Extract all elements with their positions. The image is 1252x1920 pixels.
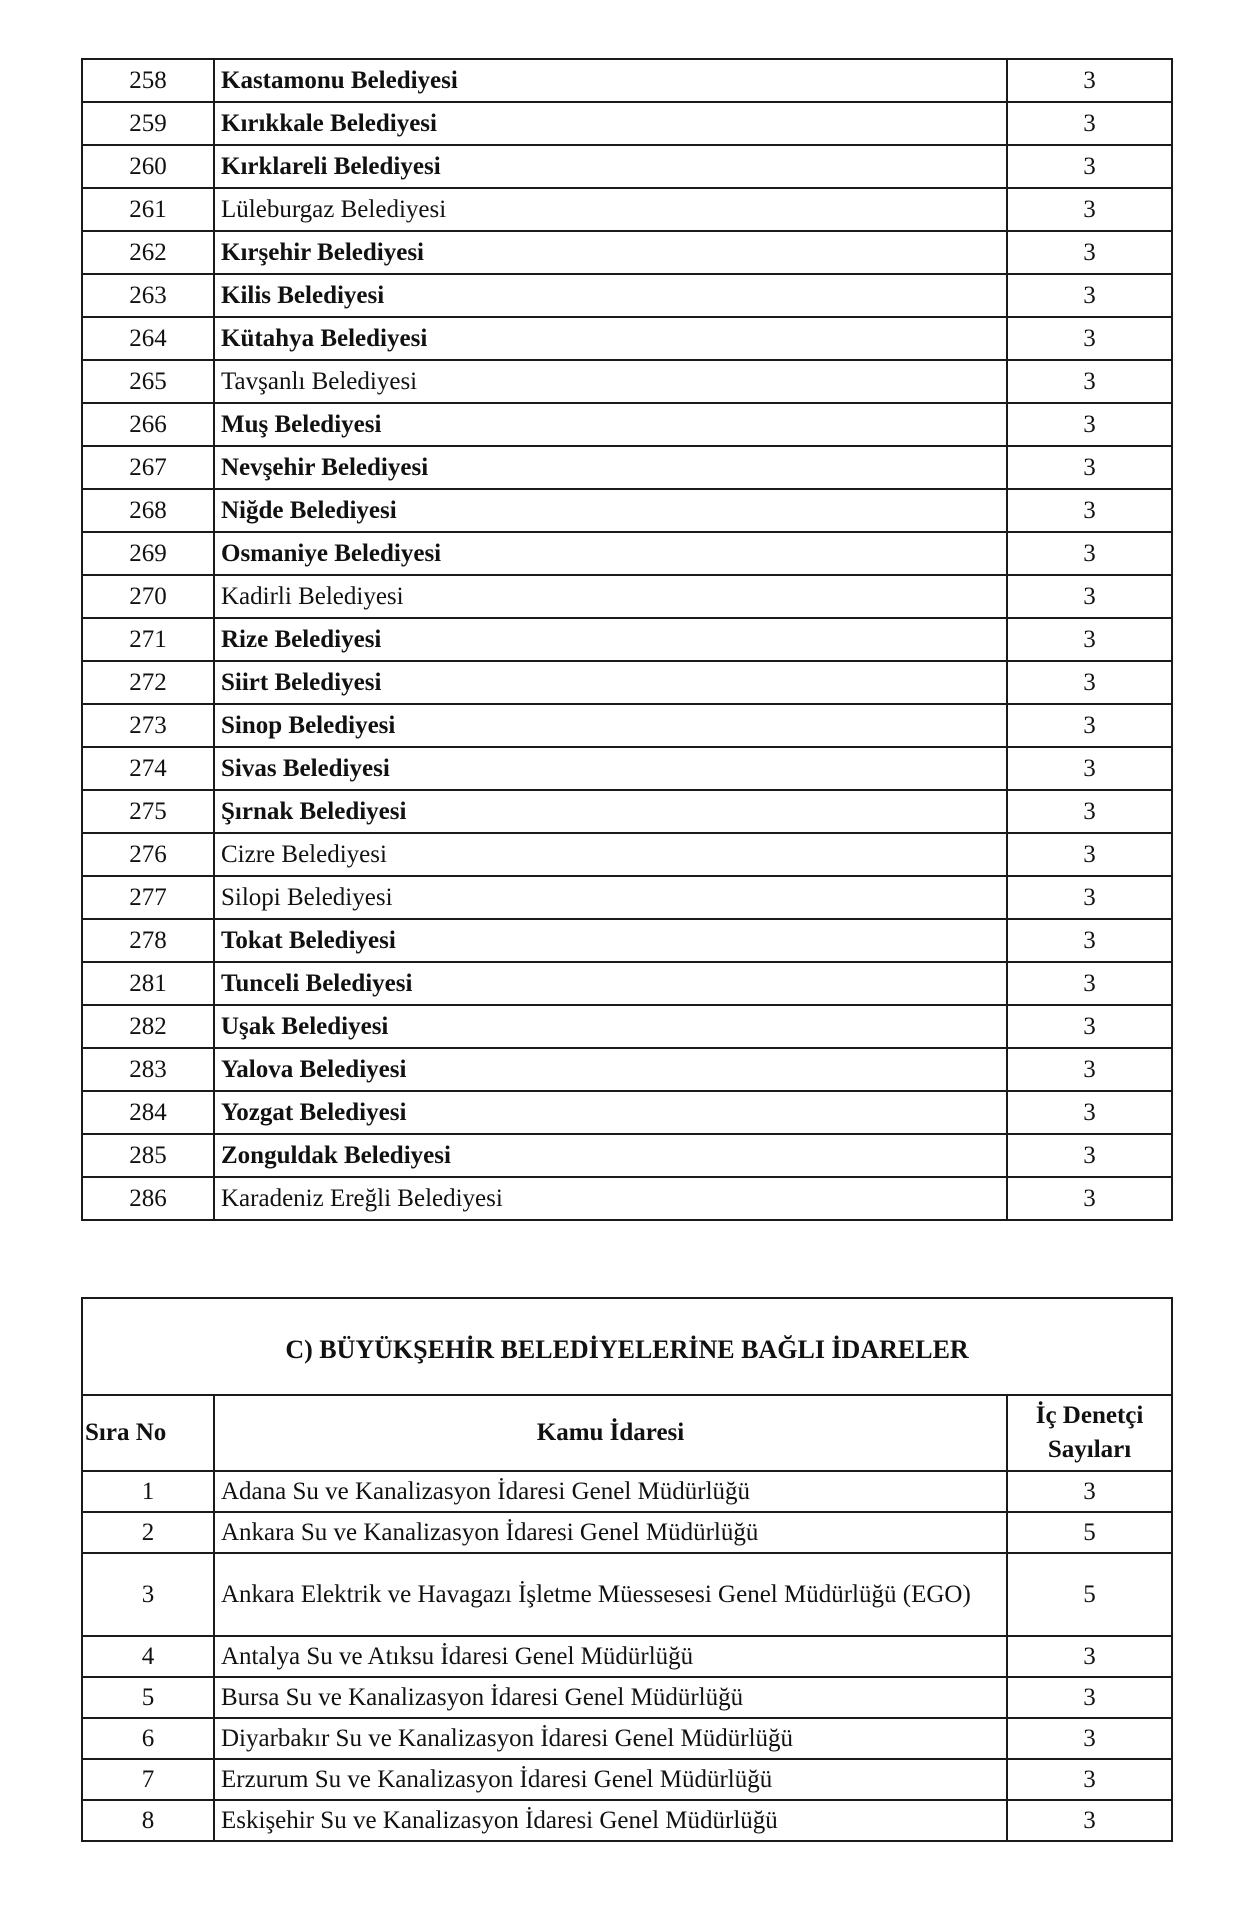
row-number: 275	[82, 790, 214, 833]
table-row	[82, 532, 1172, 575]
table-row	[82, 274, 1172, 317]
administration-name: Ankara Su ve Kanalizasyon İdaresi Genel Müdürlüğü	[214, 1512, 1007, 1553]
row-number: 282	[82, 1005, 214, 1048]
table-row	[82, 1091, 1172, 1134]
auditor-count: 5	[1007, 1553, 1172, 1636]
municipality-name: Zonguldak Belediyesi	[214, 1134, 1007, 1177]
row-number: 267	[82, 446, 214, 489]
municipality-table-body	[82, 59, 1172, 1220]
municipality-name: Kırşehir Belediyesi	[214, 231, 1007, 274]
section-title-row	[82, 1298, 1172, 1395]
row-number: 265	[82, 360, 214, 403]
row-number: 6	[82, 1718, 214, 1759]
municipality-name: Kütahya Belediyesi	[214, 317, 1007, 360]
metropolitan-agencies-table-body	[82, 1471, 1172, 1841]
auditor-count: 3	[1007, 1718, 1172, 1759]
auditor-count: 3	[1007, 274, 1172, 317]
table-row	[82, 1177, 1172, 1220]
row-number: 7	[82, 1759, 214, 1800]
auditor-count: 3	[1007, 403, 1172, 446]
row-number: 281	[82, 962, 214, 1005]
auditor-count: 3	[1007, 1134, 1172, 1177]
administration-name: Antalya Su ve Atıksu İdaresi Genel Müdürlüğü	[214, 1636, 1007, 1677]
row-number: 286	[82, 1177, 214, 1220]
auditor-count: 3	[1007, 1800, 1172, 1841]
table-row	[82, 1553, 1172, 1636]
municipality-name: Siirt Belediyesi	[214, 661, 1007, 704]
row-number: 278	[82, 919, 214, 962]
table-row	[82, 1005, 1172, 1048]
auditor-count: 3	[1007, 790, 1172, 833]
municipality-name: Kırklareli Belediyesi	[214, 145, 1007, 188]
auditor-count: 3	[1007, 1636, 1172, 1677]
auditor-count: 3	[1007, 1759, 1172, 1800]
auditor-count: 3	[1007, 962, 1172, 1005]
table-row	[82, 360, 1172, 403]
table-row	[82, 1759, 1172, 1800]
header-auditor-count-line2: Sayıları	[1047, 1436, 1132, 1463]
row-number: 262	[82, 231, 214, 274]
header-auditor-count-line1: İç Denetçi	[1035, 1402, 1144, 1430]
table-row	[82, 575, 1172, 618]
row-number: 2	[82, 1512, 214, 1553]
municipality-name: Nevşehir Belediyesi	[214, 446, 1007, 489]
municipality-name: Muş Belediyesi	[214, 403, 1007, 446]
auditor-count: 3	[1007, 1177, 1172, 1220]
auditor-count: 3	[1007, 360, 1172, 403]
table-row	[82, 231, 1172, 274]
row-number: 273	[82, 704, 214, 747]
municipality-name: Niğde Belediyesi	[214, 489, 1007, 532]
municipality-name: Kadirli Belediyesi	[214, 575, 1007, 618]
row-number: 272	[82, 661, 214, 704]
table-row	[82, 1677, 1172, 1718]
table-row	[82, 962, 1172, 1005]
table-row	[82, 1134, 1172, 1177]
municipality-name: Sivas Belediyesi	[214, 747, 1007, 790]
auditor-count: 3	[1007, 1471, 1172, 1512]
row-number: 285	[82, 1134, 214, 1177]
header-auditor-count	[1007, 1395, 1172, 1471]
row-number: 259	[82, 102, 214, 145]
table-row	[82, 1718, 1172, 1759]
municipality-table	[81, 58, 1173, 1221]
row-number: 271	[82, 618, 214, 661]
auditor-count: 3	[1007, 489, 1172, 532]
administration-name: Bursa Su ve Kanalizasyon İdaresi Genel Müdürlüğü	[214, 1677, 1007, 1718]
row-number: 270	[82, 575, 214, 618]
auditor-count: 3	[1007, 145, 1172, 188]
table-row	[82, 102, 1172, 145]
municipality-name: Tavşanlı Belediyesi	[214, 360, 1007, 403]
header-public-administration: Kamu İdaresi	[214, 1395, 1007, 1471]
table-row	[82, 1800, 1172, 1841]
administration-name: Eskişehir Su ve Kanalizasyon İdaresi Genel Müdürlüğü	[214, 1800, 1007, 1841]
table-row	[82, 919, 1172, 962]
table-row	[82, 1471, 1172, 1512]
auditor-count: 3	[1007, 661, 1172, 704]
municipality-name: Lüleburgaz Belediyesi	[214, 188, 1007, 231]
row-number: 274	[82, 747, 214, 790]
table-row	[82, 59, 1172, 102]
auditor-count: 3	[1007, 532, 1172, 575]
municipality-name: Kilis Belediyesi	[214, 274, 1007, 317]
table-row	[82, 661, 1172, 704]
administration-name: Ankara Elektrik ve Havagazı İşletme Müessesesi Genel Müdürlüğü (EGO)	[214, 1553, 1007, 1636]
municipality-name: Osmaniye Belediyesi	[214, 532, 1007, 575]
auditor-count: 3	[1007, 919, 1172, 962]
row-number: 269	[82, 532, 214, 575]
row-number: 284	[82, 1091, 214, 1134]
table-row	[82, 403, 1172, 446]
table-row	[82, 704, 1172, 747]
table-row	[82, 446, 1172, 489]
auditor-count: 3	[1007, 188, 1172, 231]
table-row	[82, 747, 1172, 790]
table-row	[82, 145, 1172, 188]
municipality-name: Kırıkkale Belediyesi	[214, 102, 1007, 145]
municipality-name: Karadeniz Ereğli Belediyesi	[214, 1177, 1007, 1220]
table-row	[82, 188, 1172, 231]
auditor-count: 5	[1007, 1512, 1172, 1553]
row-number: 261	[82, 188, 214, 231]
row-number: 276	[82, 833, 214, 876]
auditor-count: 3	[1007, 317, 1172, 360]
metropolitan-agencies-table	[81, 1297, 1173, 1842]
auditor-count: 3	[1007, 876, 1172, 919]
row-number: 260	[82, 145, 214, 188]
auditor-count: 3	[1007, 446, 1172, 489]
auditor-count: 3	[1007, 747, 1172, 790]
auditor-count: 3	[1007, 1677, 1172, 1718]
municipality-name: Yozgat Belediyesi	[214, 1091, 1007, 1134]
auditor-count: 3	[1007, 59, 1172, 102]
table-row	[82, 1048, 1172, 1091]
row-number: 1	[82, 1471, 214, 1512]
municipality-name: Rize Belediyesi	[214, 618, 1007, 661]
header-sequence-no: Sıra No	[82, 1395, 214, 1471]
row-number: 5	[82, 1677, 214, 1718]
table-row	[82, 1636, 1172, 1677]
municipality-name: Tokat Belediyesi	[214, 919, 1007, 962]
table-row	[82, 833, 1172, 876]
auditor-count: 3	[1007, 102, 1172, 145]
auditor-count: 3	[1007, 833, 1172, 876]
administration-name: Diyarbakır Su ve Kanalizasyon İdaresi Genel Müdürlüğü	[214, 1718, 1007, 1759]
auditor-count: 3	[1007, 1048, 1172, 1091]
table-row	[82, 790, 1172, 833]
row-number: 264	[82, 317, 214, 360]
row-number: 268	[82, 489, 214, 532]
municipality-name: Sinop Belediyesi	[214, 704, 1007, 747]
auditor-count: 3	[1007, 575, 1172, 618]
municipality-name: Yalova Belediyesi	[214, 1048, 1007, 1091]
municipality-name: Silopi Belediyesi	[214, 876, 1007, 919]
auditor-count: 3	[1007, 704, 1172, 747]
header-row	[82, 1395, 1172, 1471]
row-number: 283	[82, 1048, 214, 1091]
table-row	[82, 876, 1172, 919]
row-number: 8	[82, 1800, 214, 1841]
auditor-count: 3	[1007, 231, 1172, 274]
municipality-name: Tunceli Belediyesi	[214, 962, 1007, 1005]
municipality-name: Uşak Belediyesi	[214, 1005, 1007, 1048]
municipality-name: Kastamonu Belediyesi	[214, 59, 1007, 102]
table-row	[82, 317, 1172, 360]
municipality-name: Cizre Belediyesi	[214, 833, 1007, 876]
administration-name: Erzurum Su ve Kanalizasyon İdaresi Genel Müdürlüğü	[214, 1759, 1007, 1800]
auditor-count: 3	[1007, 618, 1172, 661]
municipality-name: Şırnak Belediyesi	[214, 790, 1007, 833]
row-number: 263	[82, 274, 214, 317]
row-number: 277	[82, 876, 214, 919]
auditor-count: 3	[1007, 1091, 1172, 1134]
row-number: 4	[82, 1636, 214, 1677]
table-row	[82, 489, 1172, 532]
table-row	[82, 618, 1172, 661]
auditor-count: 3	[1007, 1005, 1172, 1048]
row-number: 258	[82, 59, 214, 102]
row-number: 3	[82, 1553, 214, 1636]
section-title: C) BÜYÜKŞEHİR BELEDİYELERİNE BAĞLI İDARELER	[82, 1298, 1172, 1395]
row-number: 266	[82, 403, 214, 446]
table-row	[82, 1512, 1172, 1553]
administration-name: Adana Su ve Kanalizasyon İdaresi Genel Müdürlüğü	[214, 1471, 1007, 1512]
